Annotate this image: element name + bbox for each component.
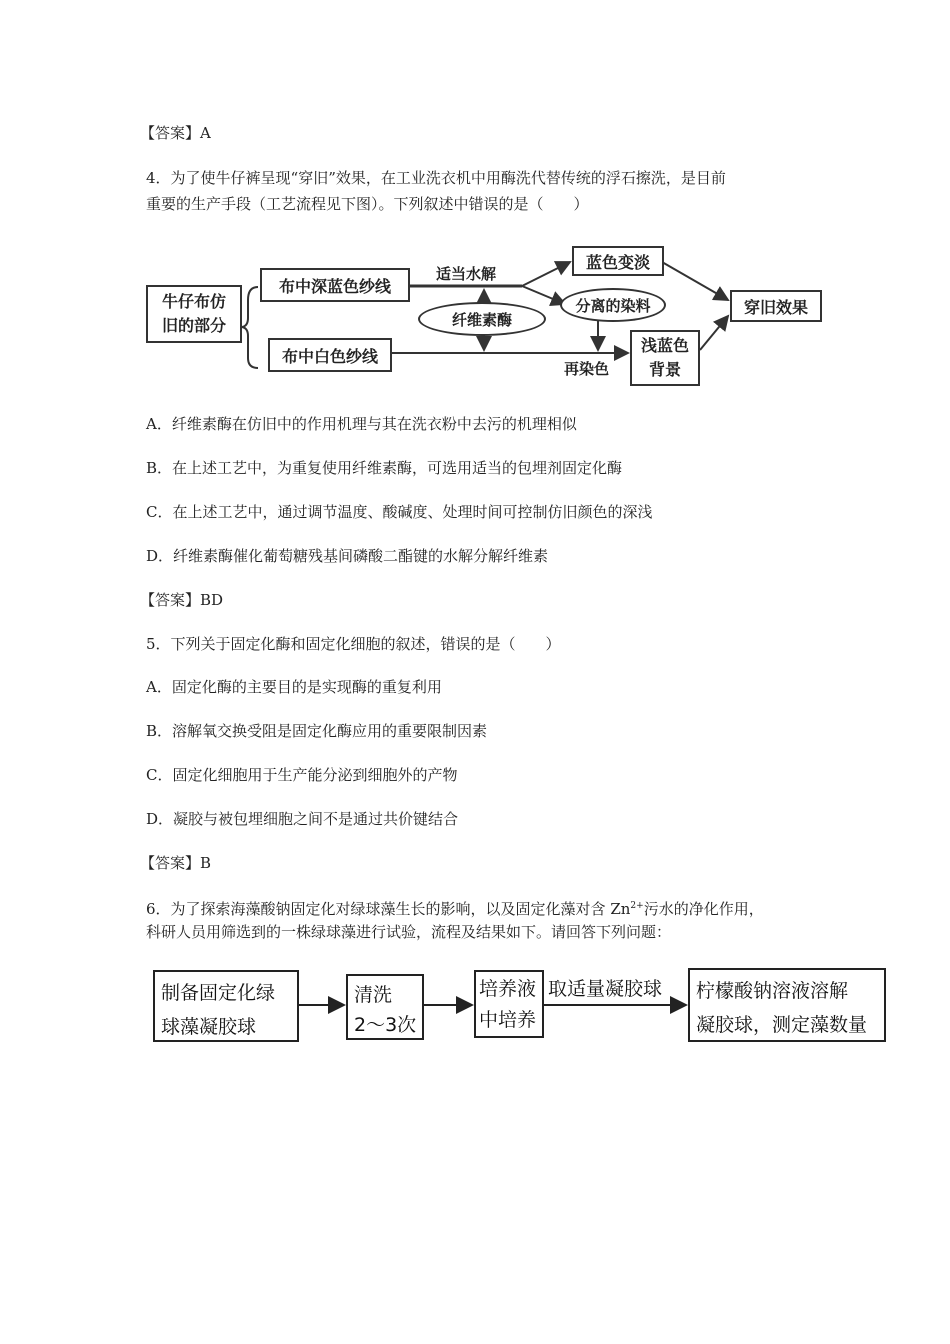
flow-step1-line1: 制备固定化绿 <box>161 982 276 1004</box>
q4-answer: 【答案】BD <box>140 591 224 609</box>
result-box: 穿旧效果 <box>730 290 822 322</box>
dark-yarn-box: 布中深蓝色纱线 <box>260 268 410 302</box>
flow-step2-line1: 清洗 <box>354 984 393 1006</box>
flow-step4 <box>688 968 886 1042</box>
flow-step3 <box>474 970 544 1038</box>
q5-option-b: B．溶解氧交换受阻是固定化酶应用的重要限制因素 <box>146 722 488 740</box>
fade-box: 蓝色变淡 <box>572 246 664 276</box>
hydrolysis-label: 适当水解 <box>436 265 497 283</box>
q3-answer: 【答案】A <box>140 124 211 142</box>
restain-label: 再染色 <box>564 360 610 378</box>
flow-step2 <box>346 974 424 1040</box>
source-line1: 牛仔布仿 <box>161 292 226 311</box>
flow-step1-line2: 球藻凝胶球 <box>161 1016 257 1038</box>
flow-step1 <box>153 970 299 1042</box>
q5-option-d: D．凝胶与被包埋细胞之间不是通过共价键结合 <box>146 810 459 828</box>
q5-answer: 【答案】B <box>140 854 212 872</box>
q5-option-c: C．固定化细胞用于生产能分泌到细胞外的产物 <box>146 766 458 784</box>
flow-step3-line2: 中培养 <box>479 1009 537 1031</box>
q4-option-d: D．纤维素酶催化葡萄糖残基间磷酸二酯键的水解分解纤维素 <box>146 547 549 565</box>
flow-step4-line1: 柠檬酸钠溶液溶解 <box>696 980 849 1002</box>
q5-stem: 5．下列关于固定化酶和固定化细胞的叙述，错误的是（ ） <box>146 635 561 653</box>
light-bg-line1: 浅蓝色 <box>640 336 689 355</box>
q5-option-a: A．固定化酶的主要目的是实现酶的重复利用 <box>146 678 442 696</box>
white-yarn-box: 布中白色纱线 <box>268 338 392 372</box>
q4-stem-line1: 4．为了使牛仔裤呈现“穿旧”效果，在工业洗衣机中用酶洗代替传统的浮石擦洗，是目前 <box>146 169 726 187</box>
flow-step2-line2: 2～3次 <box>354 1014 417 1036</box>
q4-stem-line2: 重要的生产手段（工艺流程见下图）。下列叙述中错误的是（ ） <box>146 195 589 213</box>
flow-step4-line2: 凝胶球，测定藻数量 <box>696 1014 868 1036</box>
q4-option-c: C．在上述工艺中，通过调节温度、酸碱度、处理时间可控制仿旧颜色的深浅 <box>146 503 653 521</box>
q6-stem-line2: 科研人员用筛选到的一株绿球藻进行试验，流程及结果如下。请回答下列问题： <box>146 923 672 941</box>
q4-option-a: A．纤维素酶在仿旧中的作用机理与其在洗衣粉中去污的机理相似 <box>146 415 577 433</box>
zn-charge: 2+ <box>630 901 644 911</box>
flow-arrow-label: 取适量凝胶球 <box>548 978 663 1000</box>
q6-stem-part1: 6．为了探索海藻酸钠固定化对绿球藻生长的影响，以及固定化藻对含 Zn <box>146 900 631 918</box>
source-line2: 旧的部分 <box>161 316 226 335</box>
q4-option-b: B．在上述工艺中，为重复使用纤维素酶，可选用适当的包埋剂固定化酶 <box>146 459 623 477</box>
dye-oval: 分离的染料 <box>560 288 666 322</box>
enzyme-oval: 纤维素酶 <box>418 302 546 336</box>
flow-step3-line1: 培养液 <box>479 978 537 1000</box>
light-bg-line2: 背景 <box>648 360 681 379</box>
q6-stem-part2: 污水的净化作用， <box>643 900 764 918</box>
